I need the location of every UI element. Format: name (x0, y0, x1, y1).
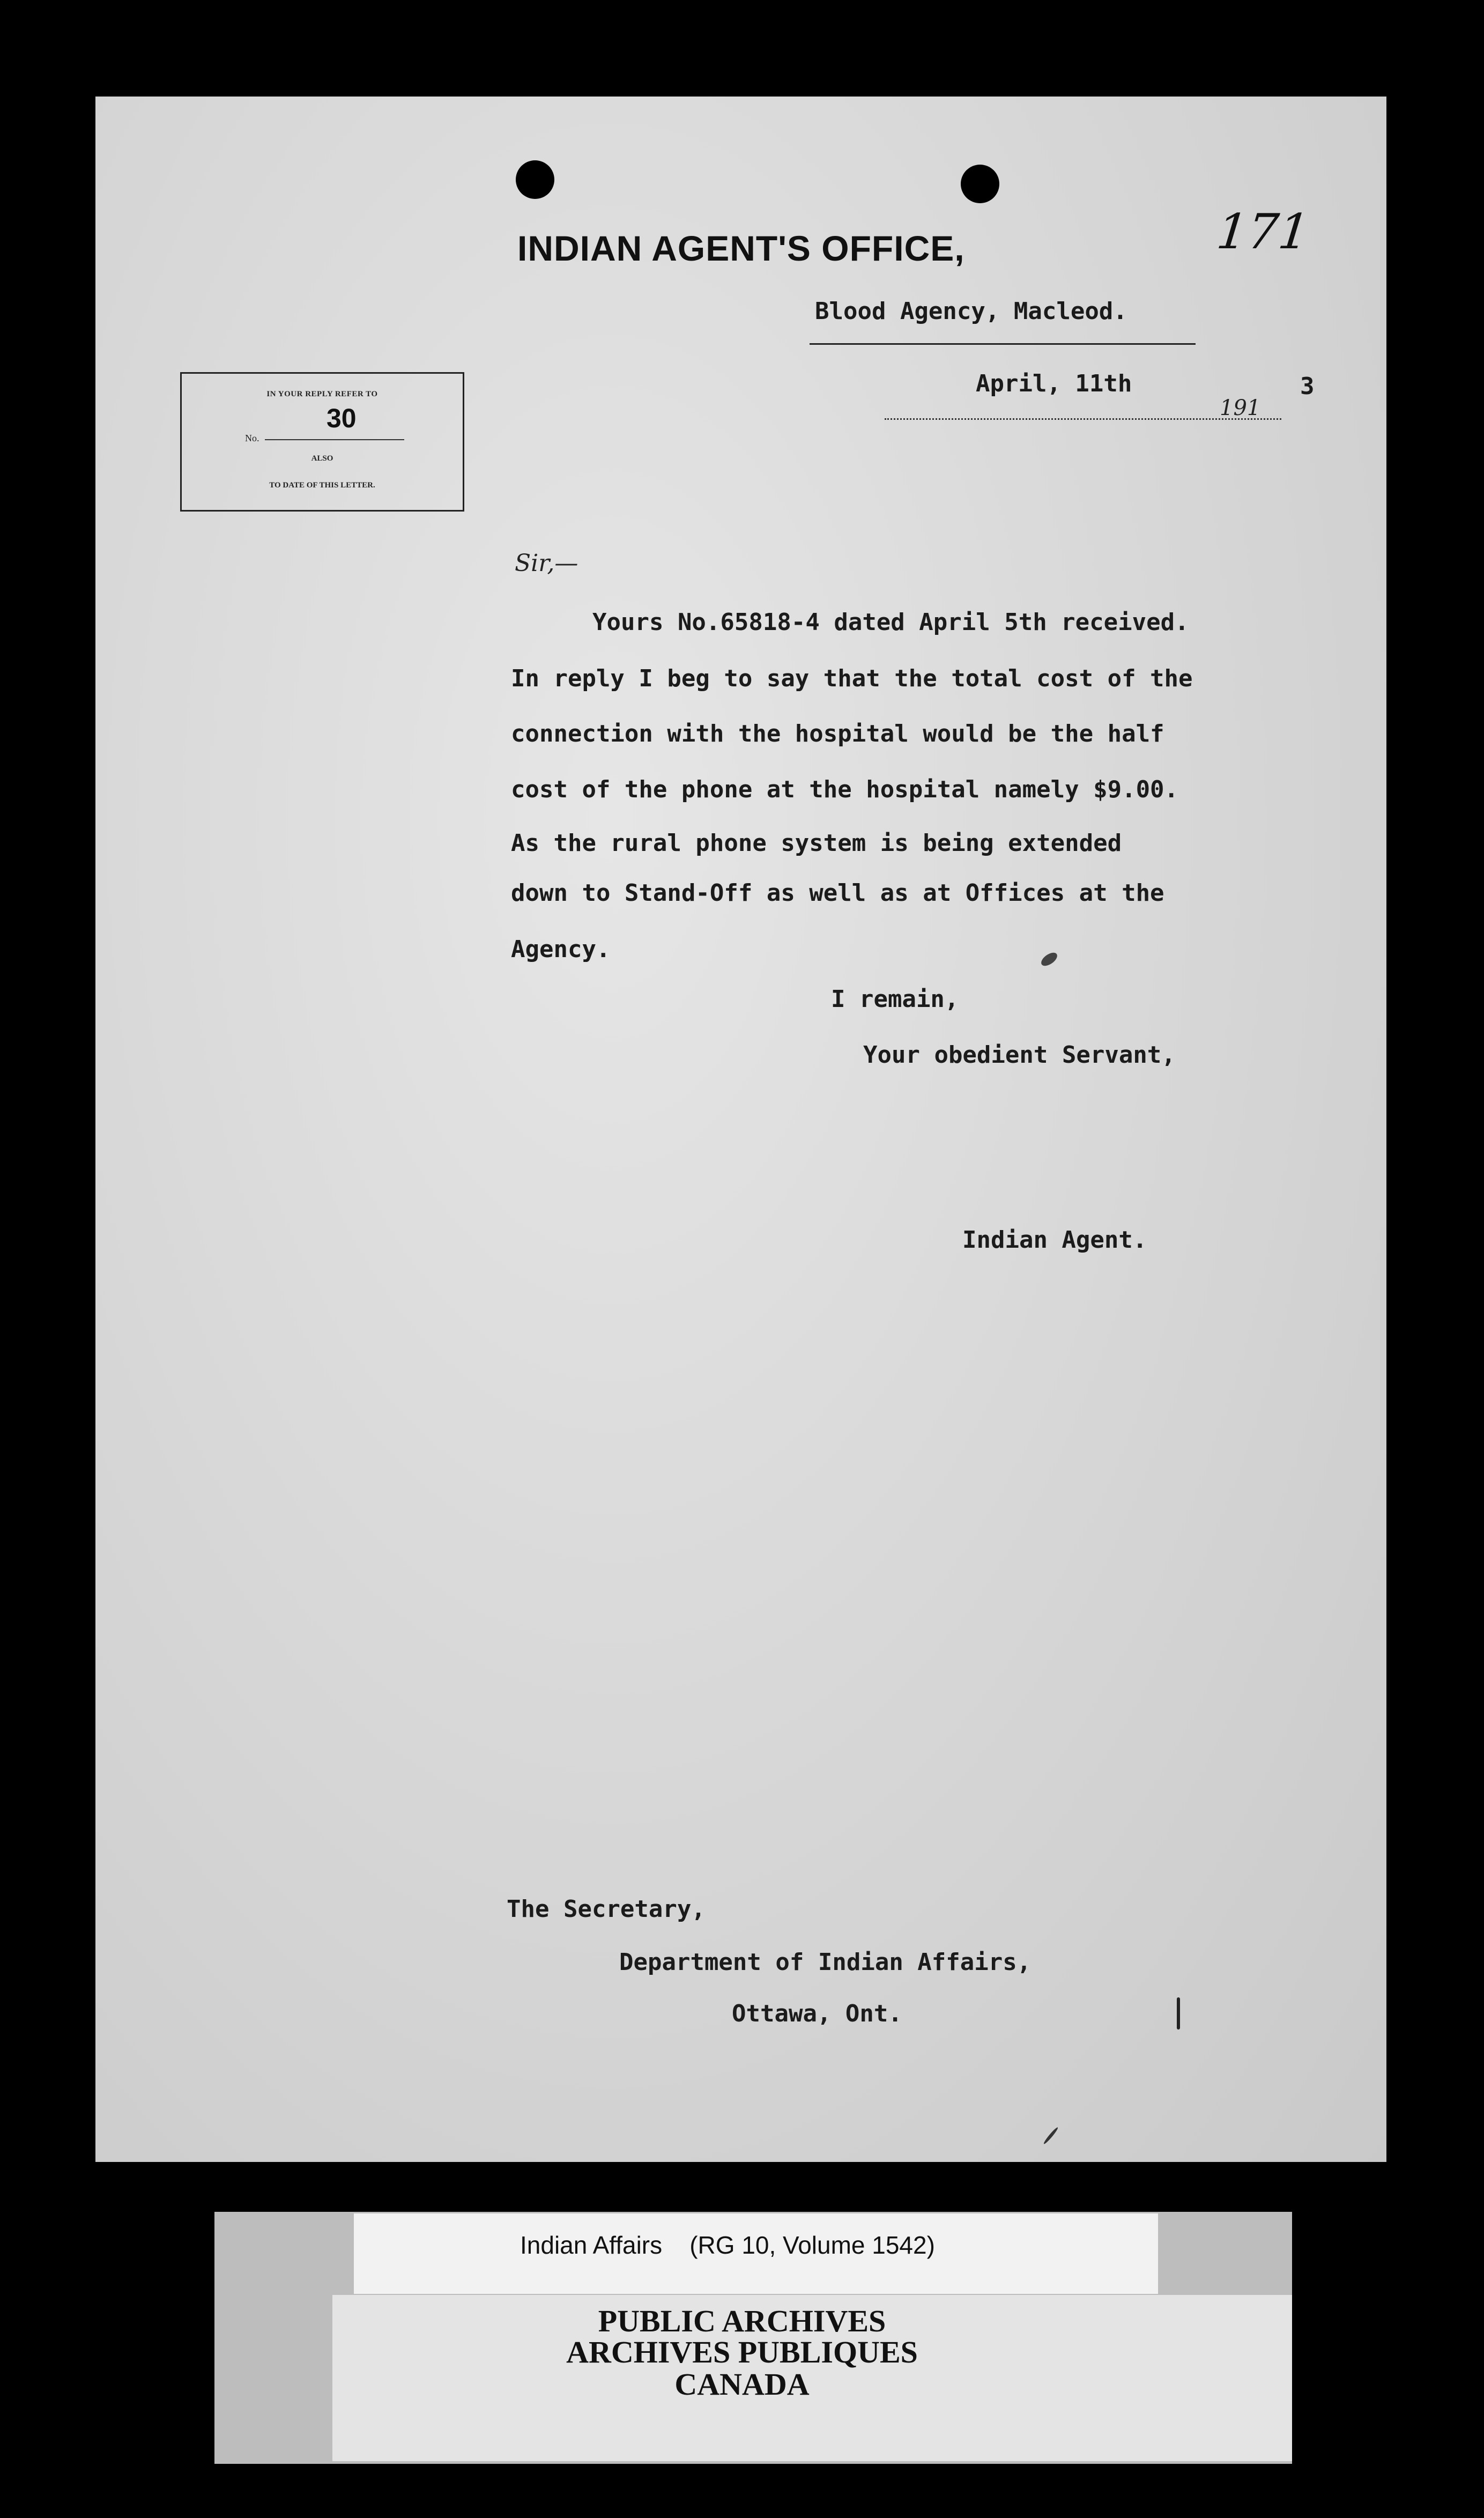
salutation: Sir,— (515, 550, 578, 577)
closing-remain: I remain, (831, 986, 959, 1013)
agency-rule (810, 343, 1196, 345)
body-line: down to Stand-Off as well as at Offices at the (511, 879, 1164, 907)
reference-number: 30 (327, 403, 357, 433)
punch-hole (961, 165, 999, 203)
archive-stamp-line: PUBLIC ARCHIVES (598, 2304, 886, 2338)
letter-date: April, 11th (976, 370, 1132, 397)
collection-name: Indian Affairs (520, 2231, 663, 2259)
closing-servant: Your obedient Servant, (863, 1041, 1176, 1069)
body-line: In reply I beg to say that the total cost of the (511, 665, 1193, 692)
reference-box (180, 372, 464, 512)
punch-hole (516, 160, 554, 199)
archive-stamp-line: CANADA (674, 2367, 810, 2402)
reference-also: ALSO (311, 454, 333, 463)
recipient-city: Ottawa, Ont. (732, 2000, 902, 2027)
body-line: Agency. (511, 936, 611, 963)
body-line: Yours No.65818-4 dated April 5th received. (592, 609, 1189, 636)
year-prefix: 191 (1220, 396, 1261, 420)
pen-mark (1177, 1997, 1180, 2030)
reference-date-note: TO DATE OF THIS LETTER. (269, 481, 375, 490)
letterhead-title: INDIAN AGENT'S OFFICE, (517, 228, 965, 268)
year-suffix: 3 (1300, 373, 1315, 400)
agency-name: Blood Agency, Macleod. (815, 298, 1127, 325)
collection-reference: (RG 10, Volume 1542) (689, 2231, 935, 2259)
archive-collection (520, 2231, 935, 2260)
folio-number: 171 (1214, 204, 1312, 260)
body-line: connection with the hospital would be the half (511, 720, 1164, 747)
reference-no-label: No. (245, 433, 259, 443)
body-line: cost of the phone at the hospital namely $9.00. (511, 776, 1179, 803)
body-line: As the rural phone system is being extended (511, 830, 1122, 857)
reference-instruction: IN YOUR REPLY REFER TO (266, 390, 378, 398)
recipient-title: The Secretary, (507, 1895, 706, 1923)
reference-line (265, 439, 404, 440)
archive-stamp-line: ARCHIVES PUBLIQUES (566, 2335, 918, 2369)
recipient-department: Department of Indian Affairs, (619, 1949, 1032, 1976)
signature-title: Indian Agent. (962, 1226, 1147, 1254)
